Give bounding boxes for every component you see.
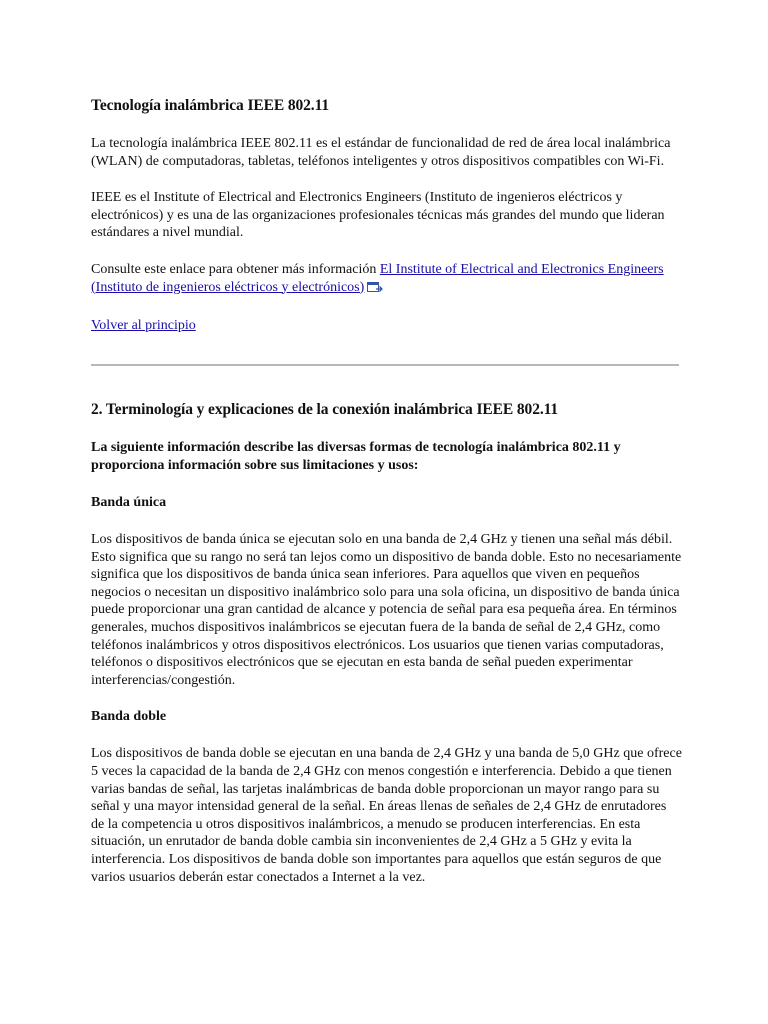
consult-prefix-text: Consulte este enlace para obtener más información [91,261,380,277]
back-to-top-paragraph [91,317,682,335]
external-link-icon[interactable] [367,281,384,299]
ieee-link[interactable]: El Institute of Electrical and Electronics Engineers (Instituto de ingenieros eléctricos y electrónicos) [91,261,664,295]
section1-title: Tecnología inalámbrica IEEE 802.11 [91,97,330,114]
single-band-text: Los dispositivos de banda única se ejecutan solo en una banda de 2,4 GHz y tienen una señal más débil. Esto significa que su rango no será tan lejos como un dispositivo de banda doble. Esto no necesariamente significa que los dispositivos de banda única sean inferiores. Para aquellos que viven en pequeños negocios o necesitan un dispositivo inalámbrico solo para una sola oficina, un dispositivo de banda única puede proporcionar una gran cantidad de alcance y potencia de señal para esa pequeña área. En términos generales, muchos dispositivos inalámbricos se ejecutan fuera de la banda de señal de 2,4 GHz, como teléfonos inalámbricos y otros dispositivos electrónicos. Los usuarios que tienen varias computadoras, teléfonos o dispositivos electrónicos que se ejecutan en esta banda de señal pueden experimentar interferencias/congestión. [91,532,682,688]
section1-consult-paragraph [91,261,682,298]
section2-title: 2. Terminología y explicaciones de la conexión inalámbrica IEEE 802.11 [91,401,559,418]
section2 [91,400,683,886]
section1-paragraph-ieee: IEEE es el Institute of Electrical and Electronics Engineers (Instituto de ingenieros eléctricos y electrónicos) y es una de las organizaciones profesionales técnicas más grandes del mundo que lideran estándares a nivel mundial. [91,190,665,241]
horizontal-divider [91,364,679,366]
back-to-top-link[interactable]: Volver al principio [91,318,196,334]
section2-intro: La siguiente información describe las diversas formas de tecnología inalámbrica 802.11 y proporciona información sobre sus limitaciones y usos: [91,440,621,473]
single-band-heading: Banda única [91,495,167,510]
dual-band-heading: Banda doble [91,709,167,725]
dual-band-text: Los dispositivos de banda doble se ejecutan en una banda de 2,4 GHz y una banda de 5,0 GHz que ofrece 5 veces la capacidad de la banda de 2,4 GHz con menos congestión e interferencia. Debido a que tienen varias bandas de señal, las tarjetas inalámbricas de banda doble proporcionan un mayor rango para su señal y una mayor intensidad general de la señal. En áreas llenas de señales de 2,4 GHz de enrutadores de la competencia u otros dispositivos inalámbricos, a menudo se producen interferencias. En esta situación, un enrutador de banda doble cambia sin inconvenientes de 2,4 GHz a 5 GHz y evita la interferencia. Los dispositivos de banda doble son importantes para aquellos que están seguros de que varios usuarios deberán estar conectados a Internet a la vez. [91,746,682,885]
section1-paragraph-wlan: La tecnología inalámbrica IEEE 802.11 es el estándar de funcionalidad de red de área local inalámbrica (WLAN) de computadoras, tabletas, teléfonos inteligentes y otros dispositivos compatibles con Wi-Fi. [91,136,671,169]
